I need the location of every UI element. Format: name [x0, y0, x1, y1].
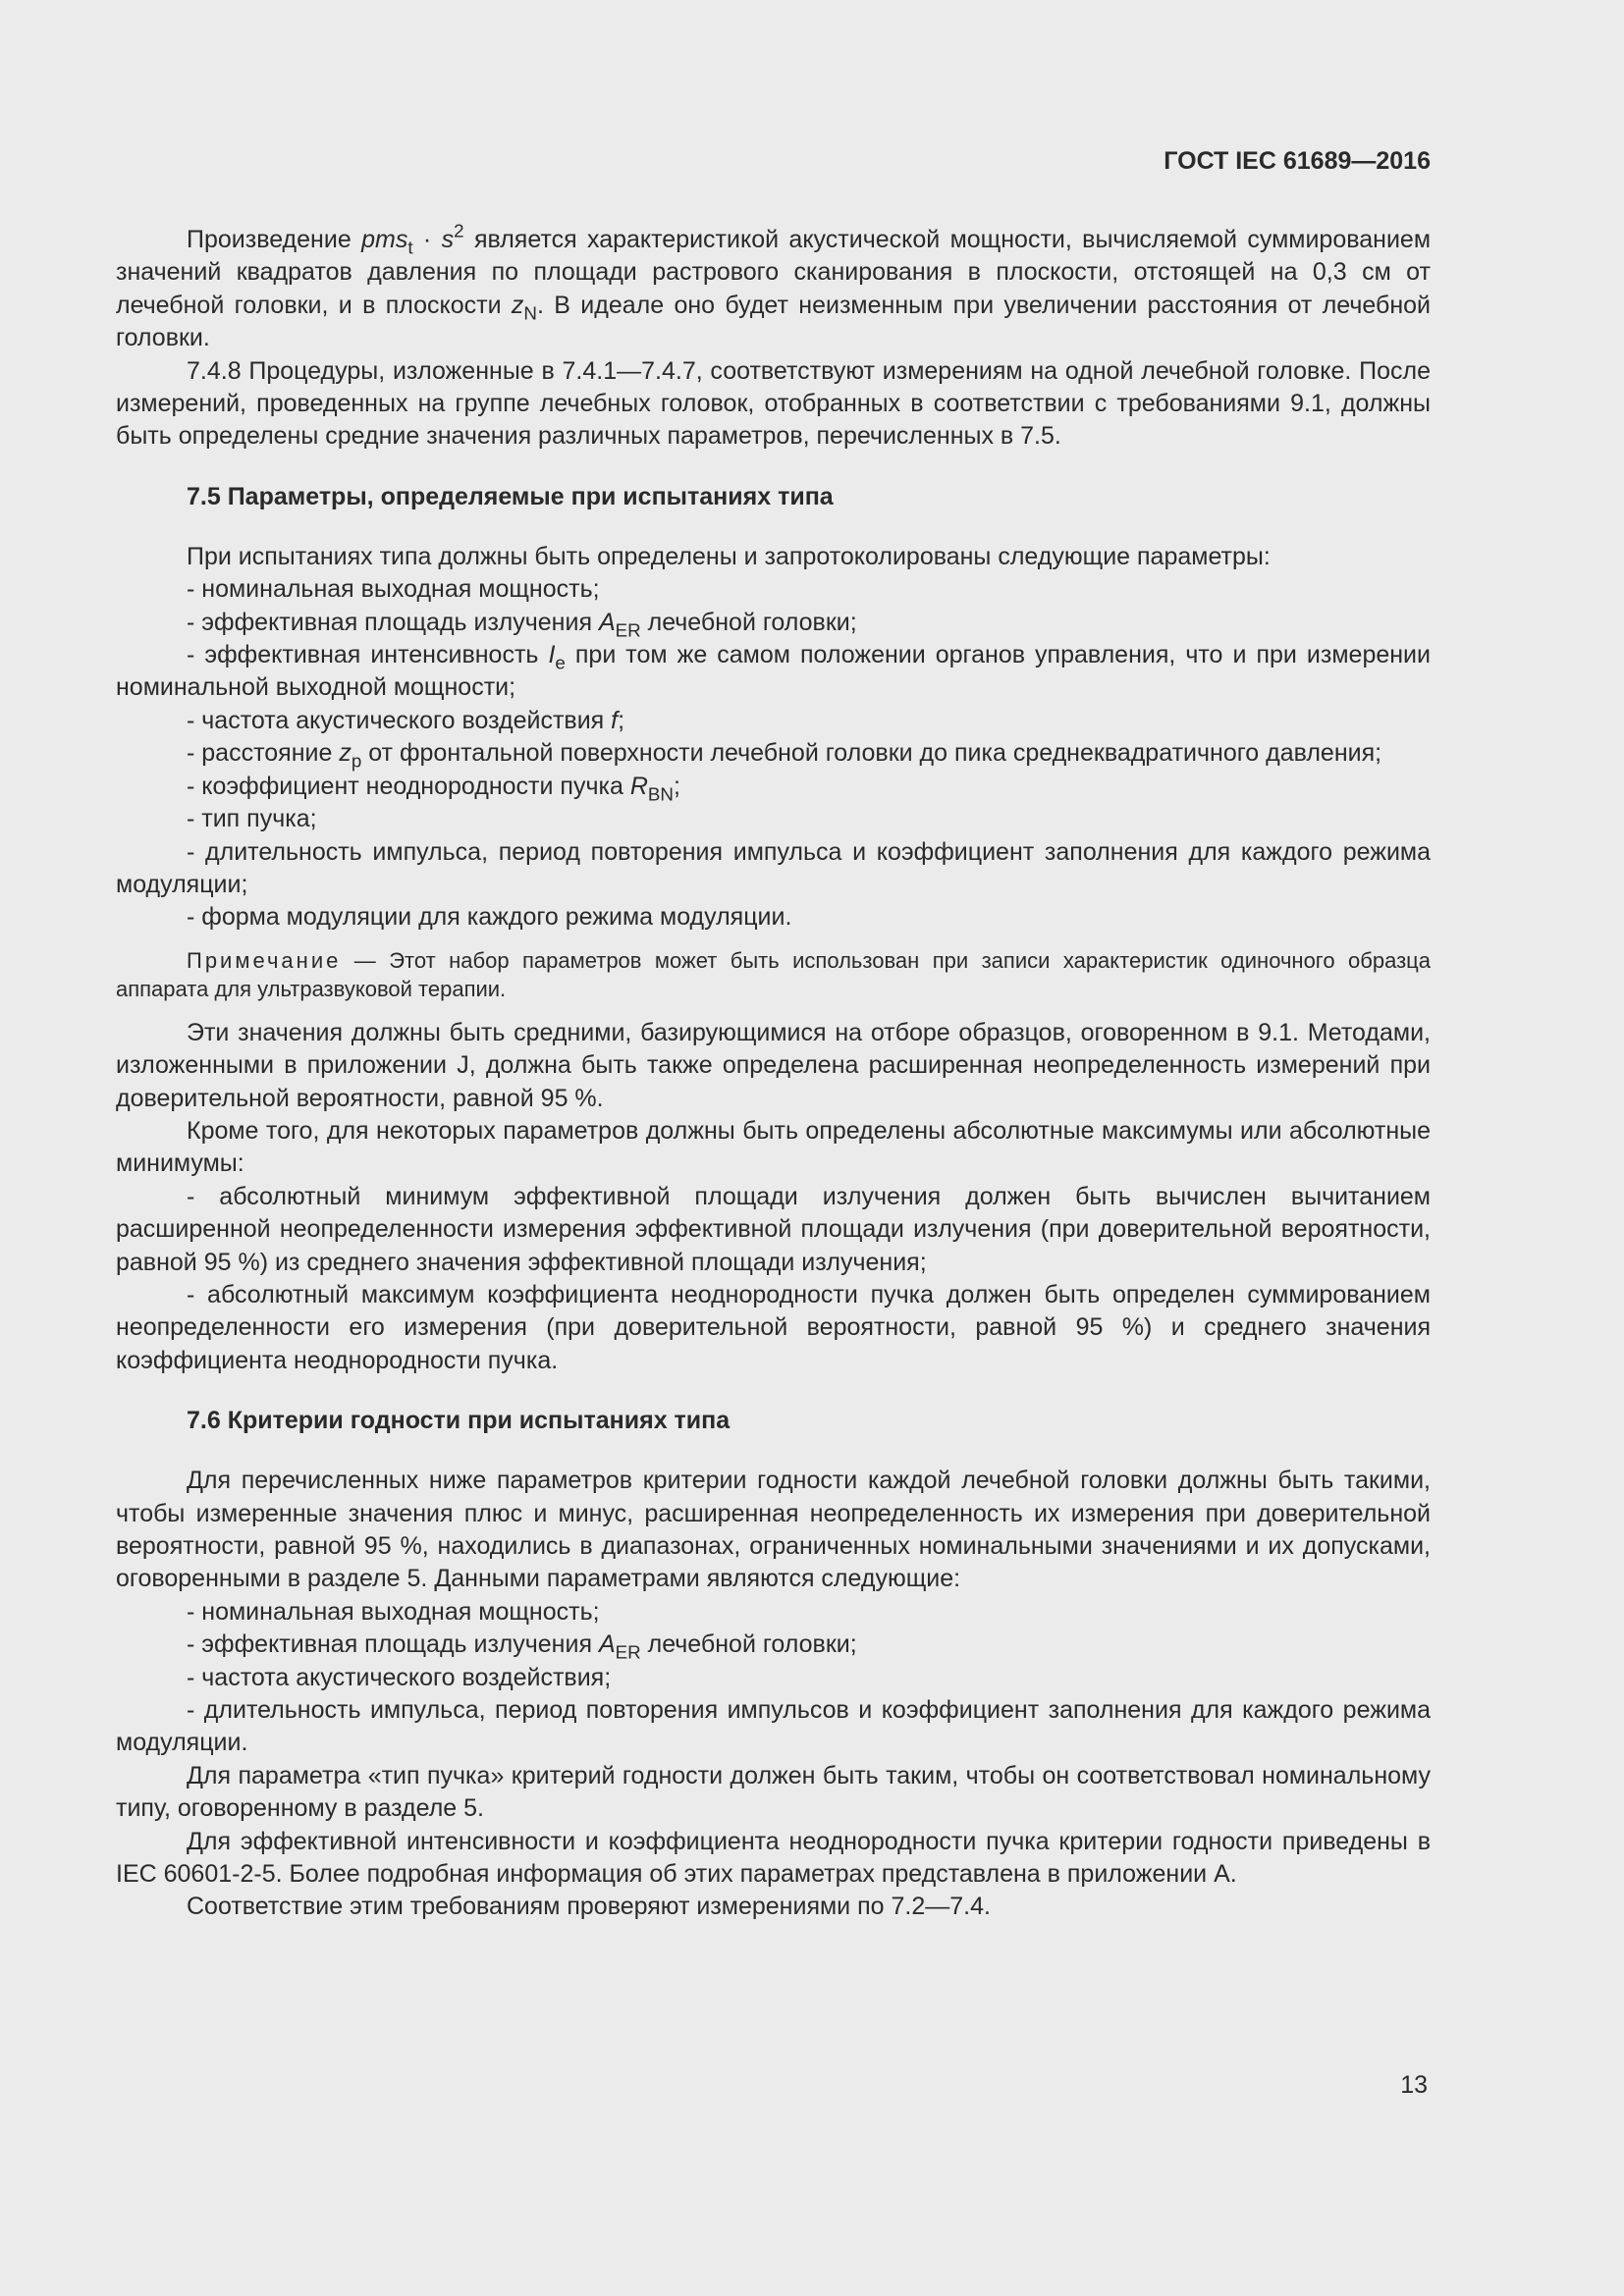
- symbol-a: A: [598, 1630, 616, 1659]
- symbol-f: f: [611, 706, 619, 734]
- subscript-t: t: [407, 237, 413, 258]
- text: лечебной головки;: [640, 608, 857, 636]
- list-item: [116, 737, 1431, 770]
- symbol-z: z: [339, 739, 352, 768]
- text: от фронтальной поверхности лечебной головки до пика среднеквадратичного давления;: [361, 739, 1382, 768]
- subscript-p: p: [351, 750, 362, 772]
- paragraph: Кроме того, для некоторых параметров должны быть определены абсолютные максимумы или абсолютные минимумы:: [116, 1116, 1431, 1178]
- text: . В идеале оно будет неизменным при увеличении расстояния от лечебной головки.: [116, 291, 1432, 352]
- list-item: - тип пучка;: [187, 805, 317, 833]
- text: - эффективная площадь излучения: [187, 1630, 599, 1659]
- text: - частота акустического воздействия: [187, 706, 612, 734]
- text: - коэффициент неоднородности пучка: [187, 772, 630, 800]
- text: - расстояние: [187, 739, 340, 768]
- symbol-pms: pms: [361, 226, 408, 253]
- section-7-6-intro: Для перечисленных ниже параметров критерии годности каждой лечебной головки должны быть такими, чтобы измеренные значения плюс и минус, расширенная неопределенность их измерения при доверительной вероятности, равной 95 %, находились в диапазонах, ограниченных номинальными значениями и их допусками, оговоренными в разделе 5. Данными параметрами являются следующие:: [116, 1467, 1431, 1593]
- note-text: — Этот набор параметров может быть использован при записи характеристик одиночного образца аппарата для ультразвуковой терапии.: [116, 947, 1431, 1001]
- document-header: ГОСТ IEC 61689—2016: [1164, 147, 1431, 175]
- subscript-er: ER: [615, 619, 641, 641]
- superscript-2: 2: [454, 220, 464, 241]
- subscript-n: N: [523, 302, 537, 324]
- paragraph: Эти значения должны быть средними, базирующимися на отборе образцов, оговоренном в 9.1. Методами, изложенными в приложении J, должна быть также определена расширенная неопределенность измерений при доверительной вероятности, равной 95 %.: [116, 1018, 1431, 1112]
- page-number: 13: [1400, 2071, 1428, 2099]
- list-item: - абсолютный минимум эффективной площади излучения должен быть вычислен вычитанием расширенной неопределенности измерения эффективной площади излучения (при доверительной вероятности, равной 95 %) из среднего значения эффективной площади излучения;: [116, 1182, 1431, 1276]
- list-item: - длительность импульса, период повторения импульса и коэффициент заполнения для каждого режима модуляции;: [116, 837, 1431, 898]
- list-item: - абсолютный максимум коэффициента неоднородности пучка должен быть определен суммированием неопределенности его измерения (при доверительной вероятности, равной 95 %) и среднего значения коэффициента неоднородности пучка.: [116, 1280, 1431, 1374]
- paragraph: Соответствие этим требованиям проверяют измерениями по 7.2—7.4.: [187, 1893, 991, 1921]
- list-item: - длительность импульса, период повторения импульсов и коэффициент заполнения для каждого режима модуляции.: [116, 1696, 1431, 1757]
- text: Произведение: [187, 226, 362, 253]
- symbol-z: z: [511, 291, 524, 319]
- subscript-e: e: [555, 652, 566, 673]
- list-item: [116, 1629, 1431, 1661]
- text: лечебной головки;: [640, 1630, 857, 1659]
- text: ;: [673, 772, 680, 800]
- list-item: - номинальная выходная мощность;: [187, 575, 600, 604]
- subscript-er: ER: [615, 1641, 641, 1663]
- section-heading-7-6: 7.6 Критерии годности при испытаниях типа: [187, 1407, 731, 1435]
- paragraph: Для эффективной интенсивности и коэффициента неоднородности пучка критерии годности приведены в IEC 60601-2-5. Более подробная информация об этих параметрах представлена в приложении A.: [116, 1827, 1431, 1889]
- text: ;: [618, 706, 625, 734]
- list-item: - форма модуляции для каждого режима модуляции.: [187, 903, 792, 932]
- symbol-i: I: [548, 641, 556, 669]
- page-content: [116, 220, 1432, 1924]
- text: является характеристикой акустической мощности, вычисляемой суммированием значений квадратов давления по площади растрового сканирования в плоскости, отстоящей на 0,3 см от лечебной головки, и в плоскости: [116, 226, 1432, 319]
- paragraph-7-4-8: 7.4.8 Процедуры, изложенные в 7.4.1—7.4.7, соответствуют измерениям на одной лечебной головке. После измерений, проведенных на группе лечебных головок, отобранных в соответствии с требованиями 9.1, должны быть определены средние значения различных параметров, перечисленных в 7.5.: [116, 356, 1431, 451]
- symbol-s: s: [441, 226, 455, 253]
- section-7-5-intro: При испытаниях типа должны быть определены и запротоколированы следующие параметры:: [187, 542, 1271, 570]
- text: ·: [412, 226, 442, 253]
- section-heading-7-5: 7.5 Параметры, определяемые при испытаниях типа: [187, 482, 834, 510]
- list-item: - частота акустического воздействия;: [187, 1663, 612, 1691]
- symbol-a: A: [598, 608, 616, 636]
- list-item: [116, 771, 1431, 803]
- paragraph-acoustic-power: [116, 220, 1432, 355]
- subscript-bn: BN: [647, 783, 674, 805]
- list-item: [116, 705, 1431, 737]
- list-item: [116, 639, 1431, 705]
- text: - эффективная интенсивность: [187, 641, 549, 669]
- note: [116, 946, 1431, 1003]
- symbol-r: R: [629, 772, 648, 800]
- text: при том же самом положении органов управления, что и при измерении номинальной выходной мощности;: [116, 641, 1431, 702]
- list-item: - номинальная выходная мощность;: [187, 1597, 600, 1626]
- note-label: Примечание: [187, 947, 342, 973]
- text: - эффективная площадь излучения: [187, 608, 599, 636]
- list-item: [116, 607, 1431, 639]
- paragraph: Для параметра «тип пучка» критерий годности должен быть таким, чтобы он соответствовал номинальному типу, оговоренному в разделе 5.: [116, 1761, 1431, 1823]
